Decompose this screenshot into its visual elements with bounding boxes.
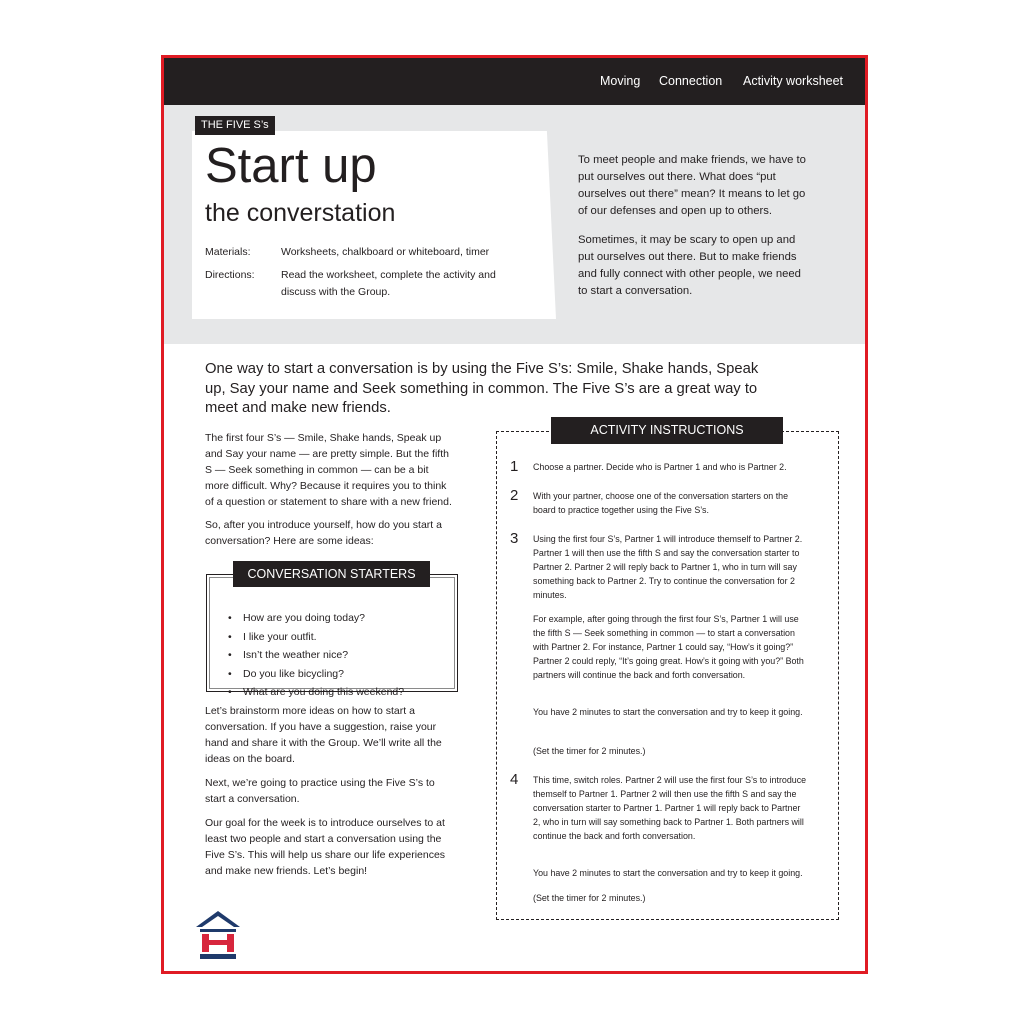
step-number: 4	[510, 771, 519, 788]
step-number: 3	[510, 530, 519, 547]
lead-paragraph: One way to start a conversation is by using the Five S’s: Smile, Shake hands, Speak up, Say your name and Seek something in common. The Five S’s are a great way to meet and make new friends.	[205, 361, 759, 416]
intro-paragraph-2: Sometimes, it may be scary to open up and put ourselves out there. But to make friends and fully connect with other people, we need to start a conversation.	[578, 234, 801, 297]
step-3-timing-text: You have 2 minutes to start the conversation and try to keep it going.	[533, 707, 803, 717]
nav-item-moving[interactable]: Moving	[600, 74, 641, 88]
starter-text: What are you doing this weekend?	[243, 686, 405, 698]
bullet-icon: •	[228, 686, 232, 698]
conversation-starters-title: CONVERSATION STARTERS	[233, 561, 430, 587]
directions-label: Directions:	[205, 269, 255, 281]
starters-list	[228, 609, 404, 702]
step-number: 1	[510, 458, 519, 475]
bullet-icon: •	[228, 612, 232, 624]
body-paragraph-2: So, after you introduce yourself, how do you start a conversation? Here are some ideas:	[205, 519, 442, 547]
house-logo-icon	[194, 910, 242, 960]
top-nav-bar	[164, 58, 865, 105]
list-item	[228, 683, 404, 702]
intro-paragraph-1: To meet people and make friends, we have to put ourselves out there. What does “put ourselves out there” mean? It means to let go of our defenses and open up to others.	[578, 154, 806, 217]
step-4-timing-text: You have 2 minutes to start the conversation and try to keep it going.	[533, 868, 803, 878]
section-tag: THE FIVE S’s	[195, 116, 275, 135]
list-item	[228, 628, 404, 647]
list-item	[228, 665, 404, 684]
starter-text: Isn’t the weather nice?	[243, 649, 349, 661]
step-3-text: Using the first four S’s, Partner 1 will introduce themself to Partner 2. Partner 1 will then use the fifth S and say the conversation starter to Partner 2. Partner 2 will reply back to Partner 1, who in turn will say something back to Partner 2. Try to continue the conversation for 2 minutes.	[533, 534, 803, 600]
page-title: Start up	[205, 139, 377, 193]
step-4-text: This time, switch roles. Partner 2 will use the first four S’s to introduce themself to Partner 1. Partner 2 will then use the fifth S and say the conversation starter to Partner 1. Partner 1 will reply back to Partner 2, who in turn will say something back to Partner 1. Both partners will continue the back and forth conversation.	[533, 775, 807, 841]
materials-value: Worksheets, chalkboard or whiteboard, timer	[281, 246, 490, 258]
bullet-icon: •	[228, 630, 232, 643]
worksheet-page	[161, 55, 868, 974]
nav-item-connection[interactable]: Connection	[659, 74, 723, 88]
body-paragraph-5: Our goal for the week is to introduce ourselves to at least two people and start a conversation using the Five S’s. This will help us share our life experiences and make new friends. Let’s begin!	[205, 817, 446, 877]
step-number: 2	[510, 487, 519, 504]
activity-instructions-title: ACTIVITY INSTRUCTIONS	[551, 417, 783, 444]
body-paragraph-4: Next, we’re going to practice using the Five S’s to start a conversation.	[205, 777, 435, 805]
starter-text: Do you like bicycling?	[243, 667, 344, 680]
body-paragraph-1: The first four S’s — Smile, Shake hands, Speak up and Say your name — are pretty simple. But the fifth S — Seek something in common — can be a bit more difficult. Why? Because it requires you to think of a question or statement to share with a new friend.	[205, 432, 452, 508]
page-subtitle: the converstation	[205, 199, 396, 227]
starter-text: How are you doing today?	[243, 612, 365, 624]
bullet-icon: •	[228, 667, 232, 680]
list-item	[228, 646, 404, 665]
conversation-starters-box	[206, 574, 458, 698]
step-2-text: With your partner, choose one of the conversation starters on the board to practice together using the Five S’s.	[533, 491, 789, 515]
step-4-timer-note: (Set the timer for 2 minutes.)	[533, 893, 646, 903]
bullet-icon: •	[228, 649, 232, 661]
nav-item-activity-worksheet[interactable]: Activity worksheet	[743, 74, 844, 88]
body-paragraph-3: Let’s brainstorm more ideas on how to start a conversation. If you have a suggestion, raise your hand and share it with the Group. We’ll write all the ideas on the board.	[205, 705, 442, 765]
step-3-timer-note: (Set the timer for 2 minutes.)	[533, 746, 646, 756]
step-1-text: Choose a partner. Decide who is Partner 1 and who is Partner 2.	[533, 462, 787, 472]
starter-text: I like your outfit.	[243, 630, 317, 643]
materials-label: Materials:	[205, 246, 251, 258]
step-3-example-text: For example, after going through the first four S’s, Partner 1 will use the fifth S — Seek something in common — to start a conversation with Partner 2. For instance, Partner 1 could say, “How’s it going?” Partner 2 could reply, “It’s going great. How’s it going with you?” Both partners will continue the back and forth conversation.	[533, 614, 804, 680]
list-item	[228, 609, 404, 628]
directions-value: Read the worksheet, complete the activity and discuss with the Group.	[281, 269, 496, 298]
